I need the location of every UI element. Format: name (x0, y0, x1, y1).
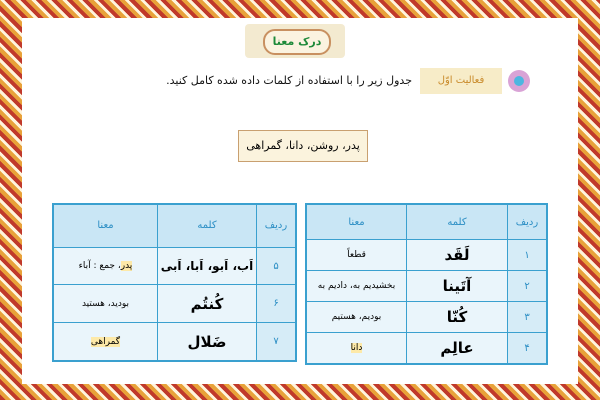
header-mana: معنا (306, 204, 407, 240)
word: آتَینا (407, 271, 508, 302)
word: عالِم (407, 333, 508, 365)
table-row (53, 247, 296, 285)
word-bank: پدر، روشن، دانا، گمراهی (238, 130, 368, 162)
meaning-highlighted: پدر (120, 261, 133, 272)
table-row (53, 285, 296, 323)
meaning: قطعاً (306, 240, 407, 271)
header-kalame: کلمه (407, 204, 508, 240)
header-kalame: کلمه (158, 204, 257, 247)
activity-badge: فعالیت اوّل (420, 68, 502, 94)
radif: ۳ (508, 302, 548, 333)
instruction-text: جدول زیر را با استفاده از کلمات داده شده کامل کنید. (166, 74, 412, 87)
table-row (306, 302, 547, 333)
table-right (305, 203, 548, 365)
word: اَب، اَبو، اَبا، اَبی (158, 247, 257, 285)
flower-icon (508, 70, 530, 92)
table-row (306, 240, 547, 271)
word: کُنّا (407, 302, 508, 333)
meaning-highlighted: گمراهی (90, 336, 121, 347)
radif: ۶ (257, 285, 297, 323)
word: ضَلال (158, 323, 257, 361)
meaning: ، جمع : آباء (78, 261, 121, 272)
meaning: بودید، هستید (53, 285, 158, 323)
meaning-highlighted: دانا (350, 343, 363, 353)
radif: ۱ (508, 240, 548, 271)
section-title: درک معنا (263, 29, 331, 55)
header-mana: معنا (53, 204, 158, 247)
section-title-banner (245, 24, 345, 58)
meaning: بخشیدیم به، دادیم به (306, 271, 407, 302)
word: کُنتُم (158, 285, 257, 323)
table-left (52, 203, 297, 362)
radif: ۷ (257, 323, 297, 361)
header-radif: ردیف (508, 204, 548, 240)
table-row (306, 271, 547, 302)
radif: ۲ (508, 271, 548, 302)
word: لَقَد (407, 240, 508, 271)
table-row (306, 333, 547, 365)
header-radif: ردیف (257, 204, 297, 247)
table-row (53, 323, 296, 361)
meaning: بودیم، هستیم (306, 302, 407, 333)
radif: ۵ (257, 247, 297, 285)
radif: ۴ (508, 333, 548, 365)
